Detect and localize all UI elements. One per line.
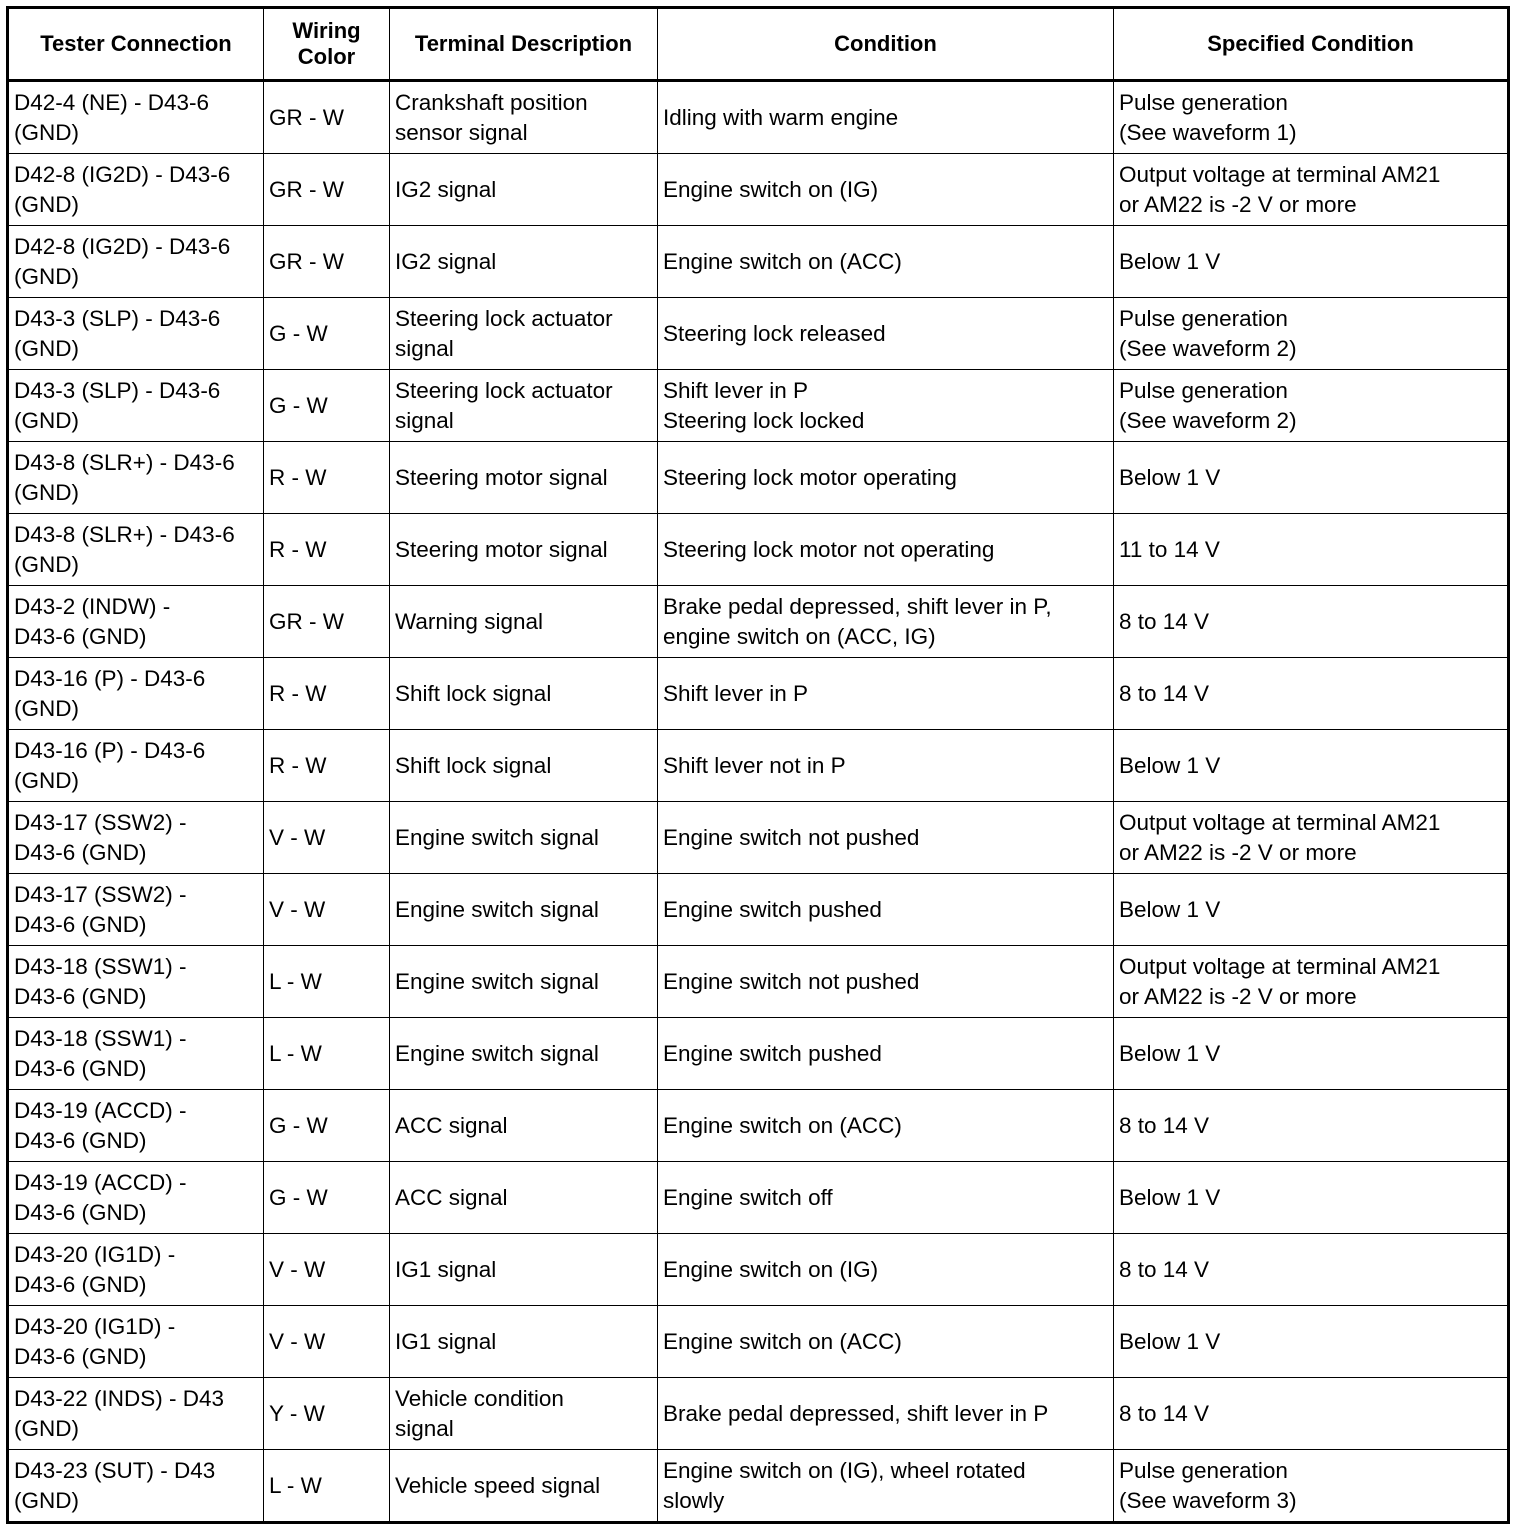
wiring-color-cell: G - W	[264, 298, 390, 370]
header-specified-condition: Specified Condition	[1114, 8, 1509, 81]
tester-connection-cell: D43-3 (SLP) - D43-6 (GND)	[8, 370, 264, 442]
table-row	[8, 442, 1509, 514]
tester-connection-cell: D43-8 (SLR+) - D43-6 (GND)	[8, 514, 264, 586]
terminal-description-cell: Engine switch signal	[390, 1018, 658, 1090]
condition-cell: Idling with warm engine	[658, 81, 1114, 154]
specified-condition-cell: 8 to 14 V	[1114, 1378, 1509, 1450]
terminal-spec-table	[6, 6, 1510, 1524]
wiring-color-cell: R - W	[264, 514, 390, 586]
tester-connection-cell: D43-18 (SSW1) - D43-6 (GND)	[8, 946, 264, 1018]
tester-connection-cell: D43-18 (SSW1) - D43-6 (GND)	[8, 1018, 264, 1090]
terminal-description-cell: IG2 signal	[390, 226, 658, 298]
wiring-color-cell: Y - W	[264, 1378, 390, 1450]
terminal-description-cell: Crankshaft position sensor signal	[390, 81, 658, 154]
table-row	[8, 514, 1509, 586]
wiring-color-cell: G - W	[264, 1162, 390, 1234]
condition-cell: Engine switch not pushed	[658, 946, 1114, 1018]
header-row	[8, 8, 1509, 81]
tester-connection-cell: D43-20 (IG1D) - D43-6 (GND)	[8, 1234, 264, 1306]
specified-condition-cell: 8 to 14 V	[1114, 1234, 1509, 1306]
table-row	[8, 1018, 1509, 1090]
specified-condition-cell: Below 1 V	[1114, 730, 1509, 802]
condition-cell: Engine switch pushed	[658, 874, 1114, 946]
terminal-description-cell: Engine switch signal	[390, 802, 658, 874]
terminal-description-cell: IG2 signal	[390, 154, 658, 226]
tester-connection-cell: D43-2 (INDW) - D43-6 (GND)	[8, 586, 264, 658]
specified-condition-cell: Output voltage at terminal AM21 or AM22 is -2 V or more	[1114, 154, 1509, 226]
specified-condition-cell: Pulse generation (See waveform 1)	[1114, 81, 1509, 154]
table-row	[8, 81, 1509, 154]
header-tester-connection: Tester Connection	[8, 8, 264, 81]
table-row	[8, 1306, 1509, 1378]
condition-cell: Engine switch not pushed	[658, 802, 1114, 874]
wiring-color-cell: GR - W	[264, 154, 390, 226]
tester-connection-cell: D43-23 (SUT) - D43 (GND)	[8, 1450, 264, 1523]
header-wiring-color: Wiring Color	[264, 8, 390, 81]
specified-condition-cell: Pulse generation (See waveform 2)	[1114, 370, 1509, 442]
condition-cell: Engine switch on (IG), wheel rotated slowly	[658, 1450, 1114, 1523]
table-row	[8, 1378, 1509, 1450]
table-row	[8, 874, 1509, 946]
condition-cell: Engine switch on (ACC)	[658, 1090, 1114, 1162]
tester-connection-cell: D43-8 (SLR+) - D43-6 (GND)	[8, 442, 264, 514]
terminal-description-cell: Engine switch signal	[390, 874, 658, 946]
tester-connection-cell: D43-22 (INDS) - D43 (GND)	[8, 1378, 264, 1450]
condition-cell: Engine switch on (IG)	[658, 1234, 1114, 1306]
specified-condition-cell: 8 to 14 V	[1114, 1090, 1509, 1162]
terminal-description-cell: Vehicle speed signal	[390, 1450, 658, 1523]
wiring-color-cell: R - W	[264, 442, 390, 514]
condition-cell: Brake pedal depressed, shift lever in P	[658, 1378, 1114, 1450]
tester-connection-cell: D43-16 (P) - D43-6 (GND)	[8, 658, 264, 730]
table-row	[8, 586, 1509, 658]
specified-condition-cell: 8 to 14 V	[1114, 586, 1509, 658]
terminal-description-cell: Steering motor signal	[390, 514, 658, 586]
condition-cell: Engine switch on (IG)	[658, 154, 1114, 226]
terminal-description-cell: Warning signal	[390, 586, 658, 658]
table-row	[8, 946, 1509, 1018]
header-condition: Condition	[658, 8, 1114, 81]
condition-cell: Steering lock released	[658, 298, 1114, 370]
table-row	[8, 730, 1509, 802]
tester-connection-cell: D43-19 (ACCD) - D43-6 (GND)	[8, 1090, 264, 1162]
condition-cell: Brake pedal depressed, shift lever in P, engine switch on (ACC, IG)	[658, 586, 1114, 658]
terminal-description-cell: Vehicle condition signal	[390, 1378, 658, 1450]
tester-connection-cell: D43-19 (ACCD) - D43-6 (GND)	[8, 1162, 264, 1234]
tester-connection-cell: D42-4 (NE) - D43-6 (GND)	[8, 81, 264, 154]
table-row	[8, 154, 1509, 226]
table-row	[8, 1450, 1509, 1523]
table-row	[8, 370, 1509, 442]
terminal-description-cell: Engine switch signal	[390, 946, 658, 1018]
wiring-color-cell: R - W	[264, 658, 390, 730]
table-row	[8, 1162, 1509, 1234]
terminal-description-cell: IG1 signal	[390, 1306, 658, 1378]
wiring-color-cell: G - W	[264, 370, 390, 442]
terminal-description-cell: Steering lock actuator signal	[390, 370, 658, 442]
tester-connection-cell: D42-8 (IG2D) - D43-6 (GND)	[8, 154, 264, 226]
condition-cell: Shift lever in P	[658, 658, 1114, 730]
table-body	[8, 81, 1509, 1523]
wiring-color-cell: GR - W	[264, 81, 390, 154]
condition-cell: Shift lever in P Steering lock locked	[658, 370, 1114, 442]
tester-connection-cell: D43-3 (SLP) - D43-6 (GND)	[8, 298, 264, 370]
table-row	[8, 1090, 1509, 1162]
specified-condition-cell: Output voltage at terminal AM21 or AM22 is -2 V or more	[1114, 946, 1509, 1018]
condition-cell: Steering lock motor not operating	[658, 514, 1114, 586]
condition-cell: Engine switch on (ACC)	[658, 1306, 1114, 1378]
terminal-description-cell: IG1 signal	[390, 1234, 658, 1306]
table-row	[8, 802, 1509, 874]
tester-connection-cell: D43-17 (SSW2) - D43-6 (GND)	[8, 874, 264, 946]
tester-connection-cell: D43-16 (P) - D43-6 (GND)	[8, 730, 264, 802]
table-row	[8, 298, 1509, 370]
wiring-color-cell: R - W	[264, 730, 390, 802]
specified-condition-cell: Pulse generation (See waveform 2)	[1114, 298, 1509, 370]
condition-cell: Engine switch on (ACC)	[658, 226, 1114, 298]
wiring-color-cell: L - W	[264, 1450, 390, 1523]
terminal-description-cell: Steering lock actuator signal	[390, 298, 658, 370]
table-row	[8, 1234, 1509, 1306]
wiring-color-cell: L - W	[264, 946, 390, 1018]
wiring-color-cell: G - W	[264, 1090, 390, 1162]
tester-connection-cell: D43-17 (SSW2) - D43-6 (GND)	[8, 802, 264, 874]
tester-connection-cell: D42-8 (IG2D) - D43-6 (GND)	[8, 226, 264, 298]
terminal-description-cell: Steering motor signal	[390, 442, 658, 514]
specified-condition-cell: Output voltage at terminal AM21 or AM22 is -2 V or more	[1114, 802, 1509, 874]
wiring-color-cell: V - W	[264, 874, 390, 946]
terminal-description-cell: Shift lock signal	[390, 658, 658, 730]
wiring-color-cell: GR - W	[264, 586, 390, 658]
wiring-color-cell: V - W	[264, 1306, 390, 1378]
specified-condition-cell: Below 1 V	[1114, 1162, 1509, 1234]
condition-cell: Engine switch off	[658, 1162, 1114, 1234]
wiring-color-cell: L - W	[264, 1018, 390, 1090]
specified-condition-cell: Below 1 V	[1114, 874, 1509, 946]
tester-connection-cell: D43-20 (IG1D) - D43-6 (GND)	[8, 1306, 264, 1378]
terminal-description-cell: Shift lock signal	[390, 730, 658, 802]
specified-condition-cell: Below 1 V	[1114, 1306, 1509, 1378]
table-row	[8, 226, 1509, 298]
wiring-color-cell: V - W	[264, 1234, 390, 1306]
table-row	[8, 658, 1509, 730]
wiring-color-cell: V - W	[264, 802, 390, 874]
specified-condition-cell: Below 1 V	[1114, 442, 1509, 514]
table-header	[8, 8, 1509, 81]
specified-condition-cell: 8 to 14 V	[1114, 658, 1509, 730]
condition-cell: Steering lock motor operating	[658, 442, 1114, 514]
terminal-description-cell: ACC signal	[390, 1162, 658, 1234]
specified-condition-cell: 11 to 14 V	[1114, 514, 1509, 586]
specified-condition-cell: Below 1 V	[1114, 1018, 1509, 1090]
specified-condition-cell: Pulse generation (See waveform 3)	[1114, 1450, 1509, 1523]
condition-cell: Engine switch pushed	[658, 1018, 1114, 1090]
header-terminal-description: Terminal Description	[390, 8, 658, 81]
wiring-color-cell: GR - W	[264, 226, 390, 298]
condition-cell: Shift lever not in P	[658, 730, 1114, 802]
specified-condition-cell: Below 1 V	[1114, 226, 1509, 298]
terminal-description-cell: ACC signal	[390, 1090, 658, 1162]
